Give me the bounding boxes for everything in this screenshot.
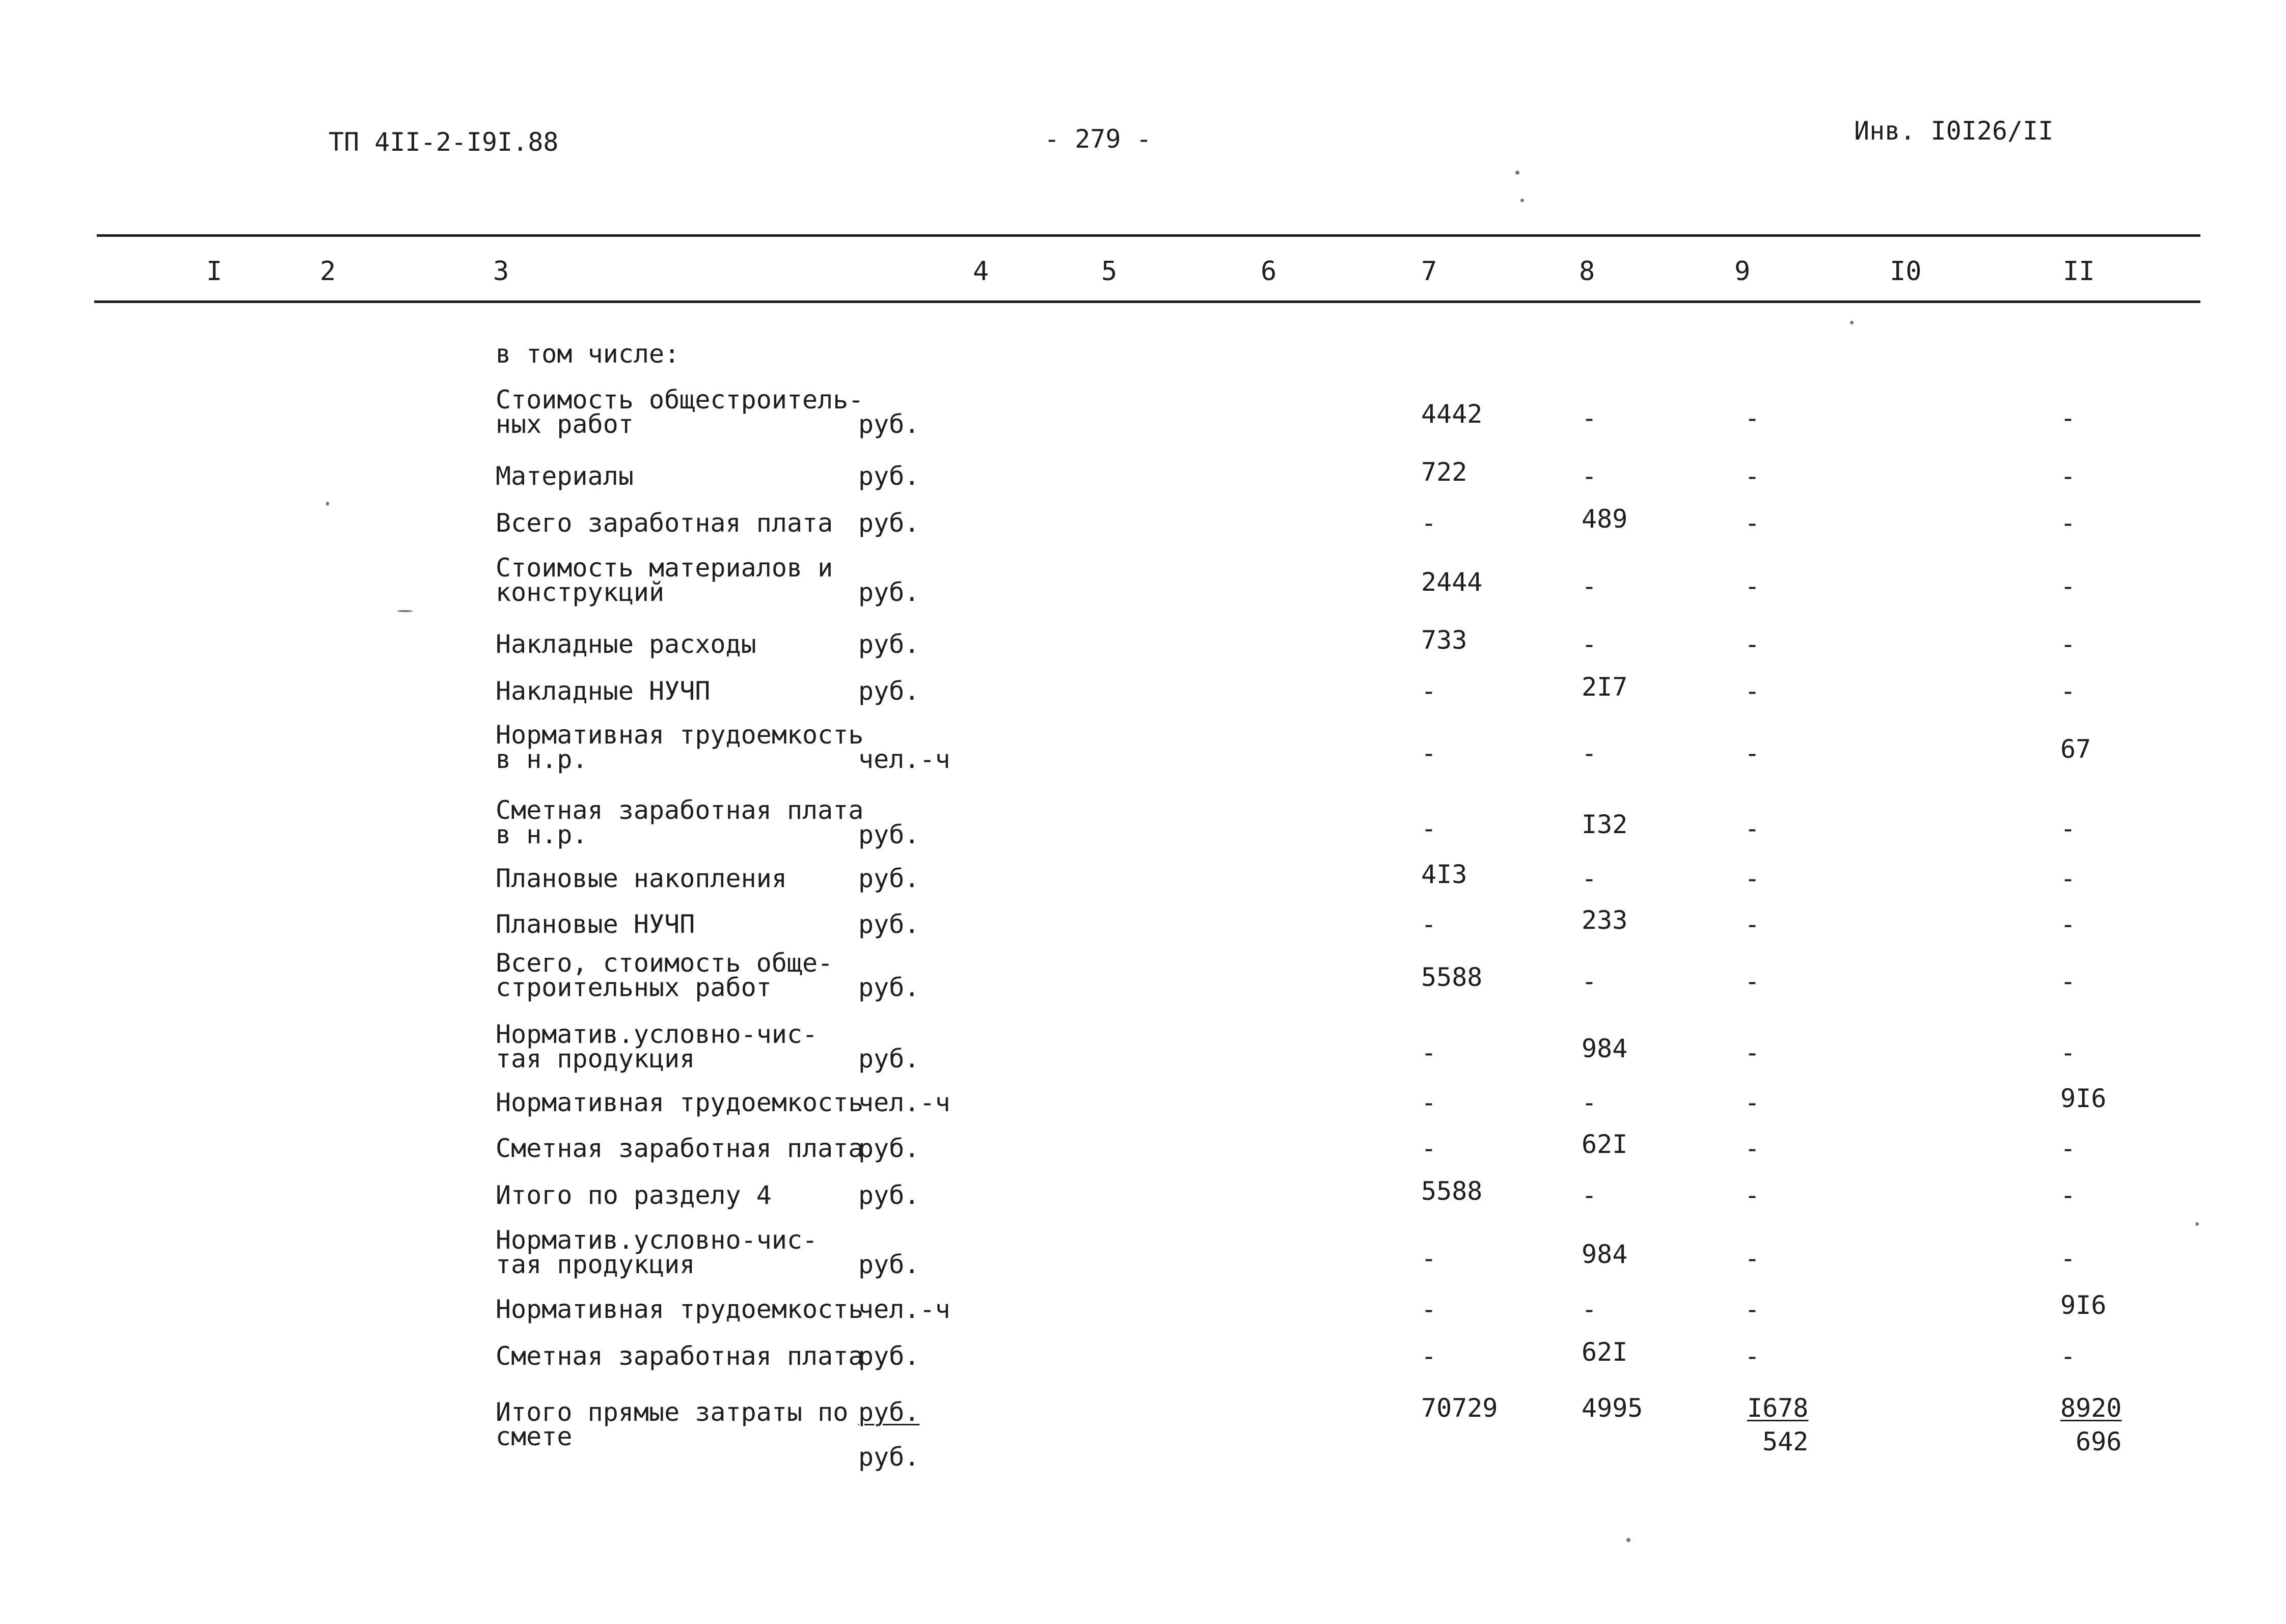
row-unit: чел.-ч — [858, 1088, 950, 1117]
row-value-c9: - — [1745, 1295, 1760, 1324]
row-value-c8: 984 — [1582, 1240, 1628, 1269]
scan-speck — [1850, 321, 1854, 324]
table-top-rule — [97, 234, 2200, 237]
row-value-c7: 733 — [1421, 625, 1467, 655]
row-label-line: Нормативная трудоемкость — [496, 1088, 864, 1117]
total-col8: 4995 — [1582, 1393, 1643, 1423]
row-unit: руб. — [858, 629, 920, 659]
row-label-line: Плановые НУЧП — [496, 910, 695, 939]
row-value-c11: - — [2060, 629, 2076, 659]
row-label-line: Сметная заработная плата — [496, 1134, 864, 1163]
row-value-c8: 984 — [1582, 1034, 1628, 1063]
row-unit: руб. — [858, 461, 920, 491]
scan-speck — [326, 502, 329, 506]
row-value-c7: 722 — [1421, 457, 1467, 487]
row-value-c9: - — [1745, 676, 1760, 706]
row-value-c11: - — [2060, 1341, 2076, 1371]
row-value-c11: 9I6 — [2060, 1084, 2107, 1113]
row-value-c11: 67 — [2060, 734, 2091, 764]
row-label-line: Итого по разделу 4 — [496, 1180, 772, 1210]
document-code: ТП 4II-2-I9I.88 — [329, 127, 559, 157]
row-unit: руб. — [858, 1250, 920, 1279]
scan-speck — [2195, 1222, 2199, 1226]
row-label-line: Нормативная трудоемкость — [496, 720, 864, 750]
row-unit: руб. — [858, 910, 920, 939]
column-header-3: 3 — [493, 256, 509, 287]
row-value-c11: - — [2060, 1244, 2076, 1273]
column-header-10: I0 — [1890, 256, 1922, 287]
row-value-c9: - — [1745, 1180, 1760, 1210]
row-value-c9: - — [1745, 864, 1760, 893]
row-label-line: Норматив.условно-чис- — [496, 1020, 818, 1049]
row-value-c9: - — [1745, 967, 1760, 996]
row-value-c8: - — [1582, 1295, 1597, 1324]
row-value-c11: - — [2060, 910, 2076, 939]
row-value-c9: - — [1745, 571, 1760, 601]
row-value-c7: - — [1421, 1088, 1437, 1117]
total-col9-bottom: 542 — [1762, 1427, 1809, 1456]
column-header-5: 5 — [1101, 256, 1118, 287]
row-value-c11: - — [2060, 864, 2076, 893]
row-value-c11: - — [2060, 676, 2076, 706]
row-unit: руб. — [858, 577, 920, 607]
scan-speck — [1520, 199, 1524, 202]
row-value-c9: - — [1745, 629, 1760, 659]
row-value-c9: - — [1745, 1244, 1760, 1273]
column-header-2: 2 — [320, 256, 336, 287]
row-label-line: Стоимость общестроитель- — [496, 385, 864, 415]
row-unit: руб. — [858, 508, 920, 538]
total-col9-top: I678 — [1747, 1393, 1809, 1423]
row-value-c8: 233 — [1582, 905, 1628, 935]
row-value-c7: 5588 — [1421, 962, 1483, 992]
total-unit-top: руб. — [858, 1397, 920, 1427]
row-label-line: Всего заработная плата — [496, 508, 833, 538]
row-value-c9: - — [1745, 814, 1760, 843]
row-label-line: тая продукция — [496, 1044, 695, 1074]
row-value-c8: 62I — [1582, 1130, 1628, 1159]
row-unit: чел.-ч — [858, 745, 950, 774]
row-value-c7: 4I3 — [1421, 860, 1467, 889]
row-value-c8: - — [1582, 967, 1597, 996]
row-unit: руб. — [858, 409, 920, 439]
scan-speck — [1515, 171, 1519, 175]
row-label-line: строительных работ — [496, 973, 772, 1002]
row-label-line: конструкций — [496, 577, 665, 607]
row-value-c11: - — [2060, 967, 2076, 996]
row-value-c11: - — [2060, 1134, 2076, 1163]
total-col11-top: 8920 — [2060, 1393, 2122, 1423]
row-label-line: Материалы — [496, 461, 634, 491]
total-label-line-2: смете — [496, 1422, 573, 1451]
total-col7: 70729 — [1421, 1393, 1498, 1423]
row-value-c8: - — [1582, 1088, 1597, 1117]
row-value-c8: - — [1582, 403, 1597, 433]
row-label-line: Всего, стоимость обще- — [496, 948, 833, 978]
row-value-c7: - — [1421, 508, 1437, 538]
row-unit: руб. — [858, 1044, 920, 1074]
row-value-c8: - — [1582, 738, 1597, 768]
row-value-c7: - — [1421, 1134, 1437, 1163]
row-value-c7: 5588 — [1421, 1176, 1483, 1206]
row-value-c11: - — [2060, 461, 2076, 491]
section-intro: в том числе: — [496, 339, 680, 369]
row-value-c9: - — [1745, 1038, 1760, 1067]
row-value-c7: - — [1421, 1341, 1437, 1371]
inventory-number: Инв. I0I26/II — [1854, 116, 2054, 146]
row-value-c9: - — [1745, 1341, 1760, 1371]
column-header-7: 7 — [1421, 256, 1437, 287]
row-value-c9: - — [1745, 1134, 1760, 1163]
row-label-line: Сметная заработная плата — [496, 795, 864, 825]
row-unit: руб. — [858, 1134, 920, 1163]
row-unit: руб. — [858, 820, 920, 849]
row-value-c7: - — [1421, 910, 1437, 939]
row-value-c11: - — [2060, 814, 2076, 843]
row-label-line: Накладные расходы — [496, 629, 756, 659]
column-header-8: 8 — [1579, 256, 1595, 287]
row-value-c7: - — [1421, 1295, 1437, 1324]
row-value-c9: - — [1745, 738, 1760, 768]
row-label-line: Сметная заработная плата — [496, 1341, 864, 1371]
row-value-c9: - — [1745, 403, 1760, 433]
row-value-c9: - — [1745, 1088, 1760, 1117]
row-label-line: в н.р. — [496, 745, 588, 774]
column-header-4: 4 — [973, 256, 989, 287]
row-unit: руб. — [858, 1180, 920, 1210]
row-value-c8: 62I — [1582, 1337, 1628, 1367]
row-label-line: Плановые накопления — [496, 864, 787, 893]
row-value-c9: - — [1745, 461, 1760, 491]
table-header-rule — [94, 300, 2200, 303]
row-value-c11: 9I6 — [2060, 1290, 2107, 1320]
scan-speck — [1626, 1538, 1630, 1542]
row-value-c7: - — [1421, 738, 1437, 768]
row-value-c8: - — [1582, 571, 1597, 601]
column-header-11: II — [2063, 256, 2095, 287]
total-unit-bottom: руб. — [858, 1442, 920, 1472]
page-number: - 279 - — [1044, 124, 1152, 154]
row-value-c8: - — [1582, 461, 1597, 491]
row-value-c7: - — [1421, 1038, 1437, 1067]
total-label-line-1: Итого прямые затраты по — [496, 1397, 849, 1427]
total-col11-bottom: 696 — [2076, 1427, 2122, 1456]
row-value-c8: - — [1582, 864, 1597, 893]
row-value-c11: - — [2060, 403, 2076, 433]
row-value-c8: 489 — [1582, 504, 1628, 534]
row-value-c8: 2I7 — [1582, 672, 1628, 702]
row-value-c11: - — [2060, 571, 2076, 601]
scan-speck — [397, 610, 413, 612]
row-value-c8: - — [1582, 1180, 1597, 1210]
row-label-line: ных работ — [496, 409, 634, 439]
row-value-c7: - — [1421, 814, 1437, 843]
row-value-c7: 2444 — [1421, 567, 1483, 597]
column-header-1: I — [206, 256, 223, 287]
row-value-c7: - — [1421, 1244, 1437, 1273]
row-value-c11: - — [2060, 1180, 2076, 1210]
row-unit: руб. — [858, 1341, 920, 1371]
row-value-c8: - — [1582, 629, 1597, 659]
row-unit: руб. — [858, 676, 920, 706]
row-label-line: Стоимость материалов и — [496, 553, 833, 583]
row-value-c9: - — [1745, 910, 1760, 939]
column-header-9: 9 — [1734, 256, 1751, 287]
row-value-c7: - — [1421, 676, 1437, 706]
row-value-c7: 4442 — [1421, 399, 1483, 429]
row-value-c8: I32 — [1582, 810, 1628, 839]
row-unit: руб. — [858, 973, 920, 1002]
row-label-line: Норматив.условно-чис- — [496, 1225, 818, 1255]
row-label-line: в н.р. — [496, 820, 588, 849]
row-unit: руб. — [858, 864, 920, 893]
row-label-line: Накладные НУЧП — [496, 676, 711, 706]
row-value-c11: - — [2060, 508, 2076, 538]
column-header-6: 6 — [1261, 256, 1277, 287]
row-label-line: Нормативная трудоемкость — [496, 1295, 864, 1324]
row-value-c11: - — [2060, 1038, 2076, 1067]
row-label-line: тая продукция — [496, 1250, 695, 1279]
row-value-c9: - — [1745, 508, 1760, 538]
row-unit: чел.-ч — [858, 1295, 950, 1324]
